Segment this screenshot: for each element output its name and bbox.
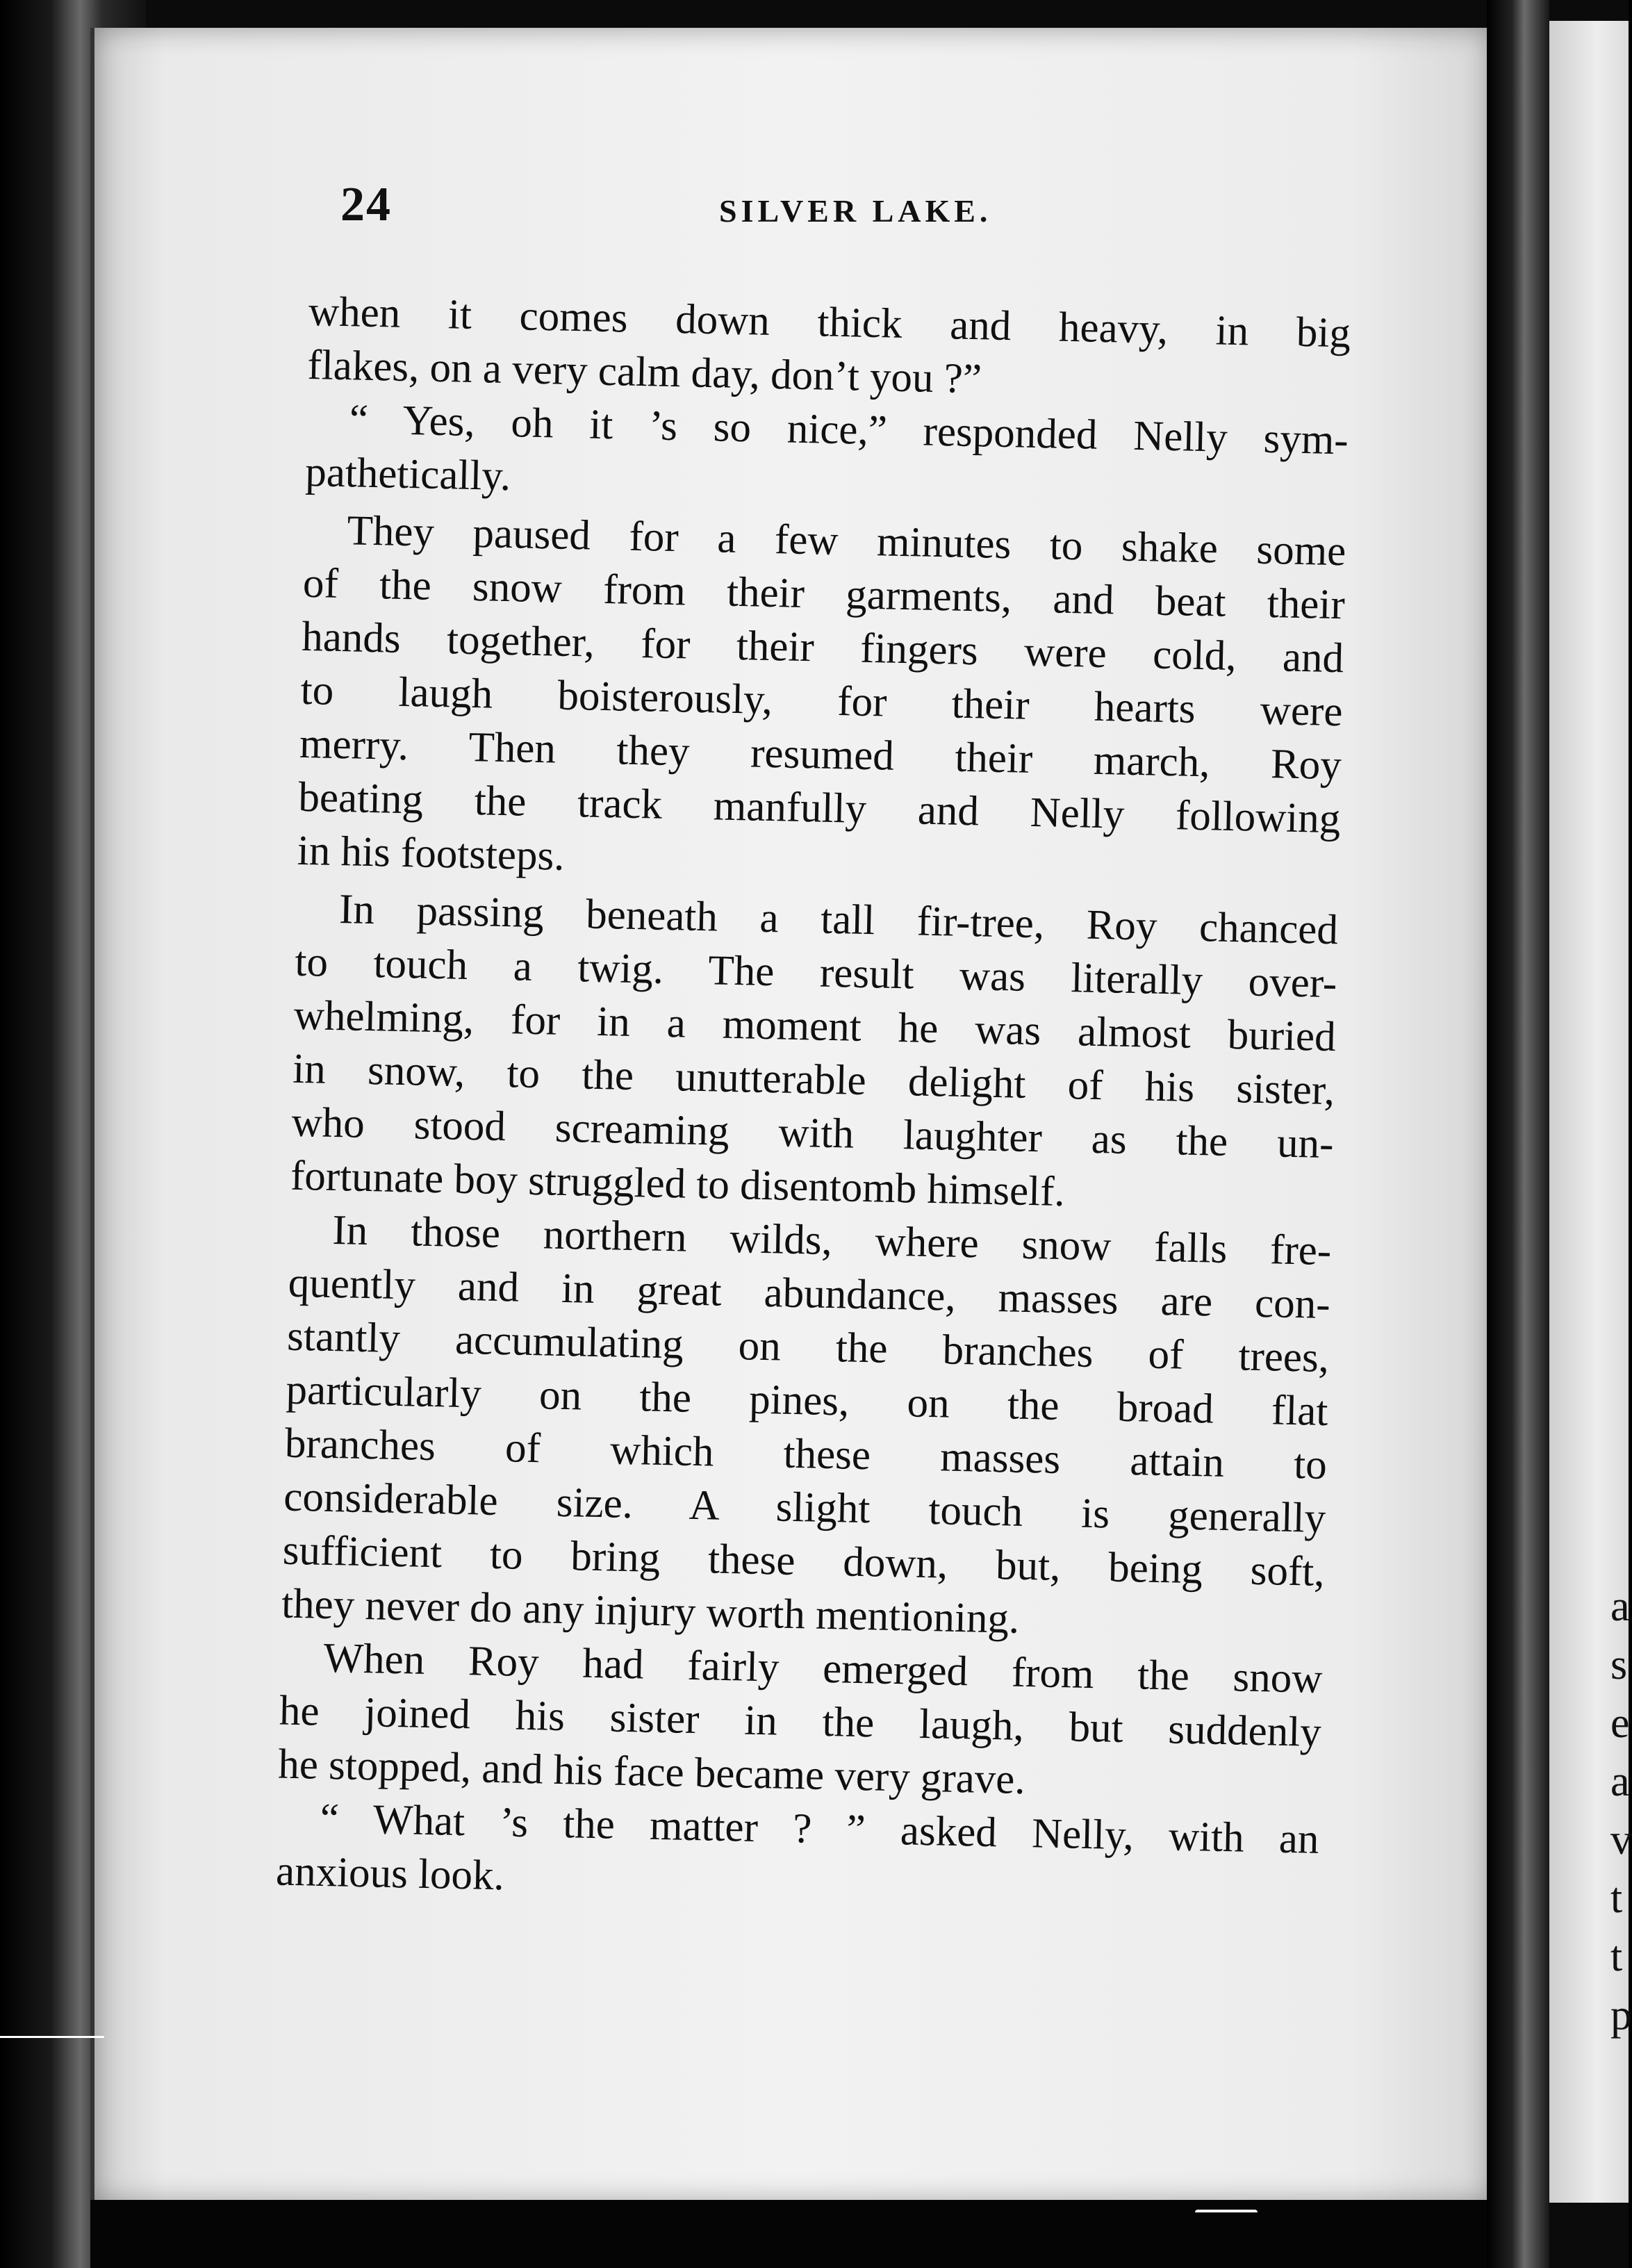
text-line: to touch a twig. The result was literally over- (294, 938, 1337, 1008)
text-line: who stood screaming with laughter as the un- (291, 1099, 1335, 1168)
text-line: of the snow from their garments, and beat their (302, 559, 1346, 629)
text-line: he joined his sister in the laugh, but suddenly (279, 1687, 1322, 1756)
text-line: to laugh boisterously, for their hearts were (300, 666, 1344, 736)
page-bottom-edge (90, 2200, 1487, 2268)
text-line: stantly accumulating on the branches of trees, (286, 1313, 1330, 1382)
text-line: in his footsteps. (297, 827, 566, 880)
text-line: When Roy had fairly emerged from the snow (322, 1634, 1324, 1702)
text-line: In passing beneath a tall fir-tree, Roy chanced (338, 886, 1339, 954)
text-line: sufficient to bring these down, but, being soft, (282, 1527, 1326, 1596)
text-line: “ What ’s the matter ? ” asked Nelly, with an (320, 1795, 1320, 1863)
text-line: considerable size. A slight touch is generally (283, 1473, 1326, 1543)
text-line: in snow, to the unutterable delight of his sister, (292, 1045, 1335, 1115)
text-line: they never do any injury worth mentioning. (281, 1580, 1020, 1643)
text-line: They paused for a few minutes to shake some (346, 507, 1346, 575)
text-line: “ Yes, oh it ’s so nice,” responded Nelly sym- (349, 396, 1349, 464)
running-title: SILVER LAKE. (719, 193, 992, 229)
text-line: he stopped, and his face became very grave. (277, 1741, 1026, 1804)
adjacent-page-fragments (1610, 1577, 1632, 2044)
text-line: particularly on the pines, on the broad flat (285, 1366, 1329, 1436)
fragment-letter: t (1610, 1875, 1623, 1922)
book-gutter-right (1487, 0, 1549, 2268)
body-text (275, 285, 1351, 1920)
text-line: branches of which these masses attain to (284, 1420, 1328, 1489)
text-line: hands together, for their fingers were cold, and (301, 613, 1344, 682)
fragment-letter: a (1610, 1758, 1630, 1805)
text-line: In those northern wilds, where snow falls fre- (331, 1207, 1332, 1275)
text-line: flakes, on a very calm day, don’t you ?” (306, 341, 982, 403)
text-line: quently and in great abundance, masses are con- (288, 1259, 1331, 1329)
text-line: anxious look. (275, 1848, 505, 1900)
scan-artifact (1195, 2210, 1258, 2212)
text-line: pathetically. (304, 448, 511, 500)
page-number: 24 (340, 178, 392, 231)
fragment-letter: t (1610, 1933, 1623, 1980)
text-line: when it comes down thick and heavy, in big (308, 288, 1351, 357)
text-line: beating the track manfully and Nelly following (297, 773, 1341, 843)
text-line: merry. Then they resumed their march, Roy (299, 720, 1342, 789)
fragment-letter: e (1610, 1700, 1630, 1747)
text-line: whelming, for in a moment he was almost buried (293, 992, 1337, 1061)
fragment-letter: s (1610, 1641, 1628, 1688)
running-head (340, 177, 1605, 254)
text-line: fortunate boy struggled to disentomb himself. (290, 1152, 1066, 1216)
scan-artifact (0, 2036, 104, 2038)
fragment-letter: a (1610, 1583, 1630, 1630)
fragment-letter: p (1610, 1991, 1632, 2039)
fragment-letter: v (1610, 1816, 1632, 1864)
